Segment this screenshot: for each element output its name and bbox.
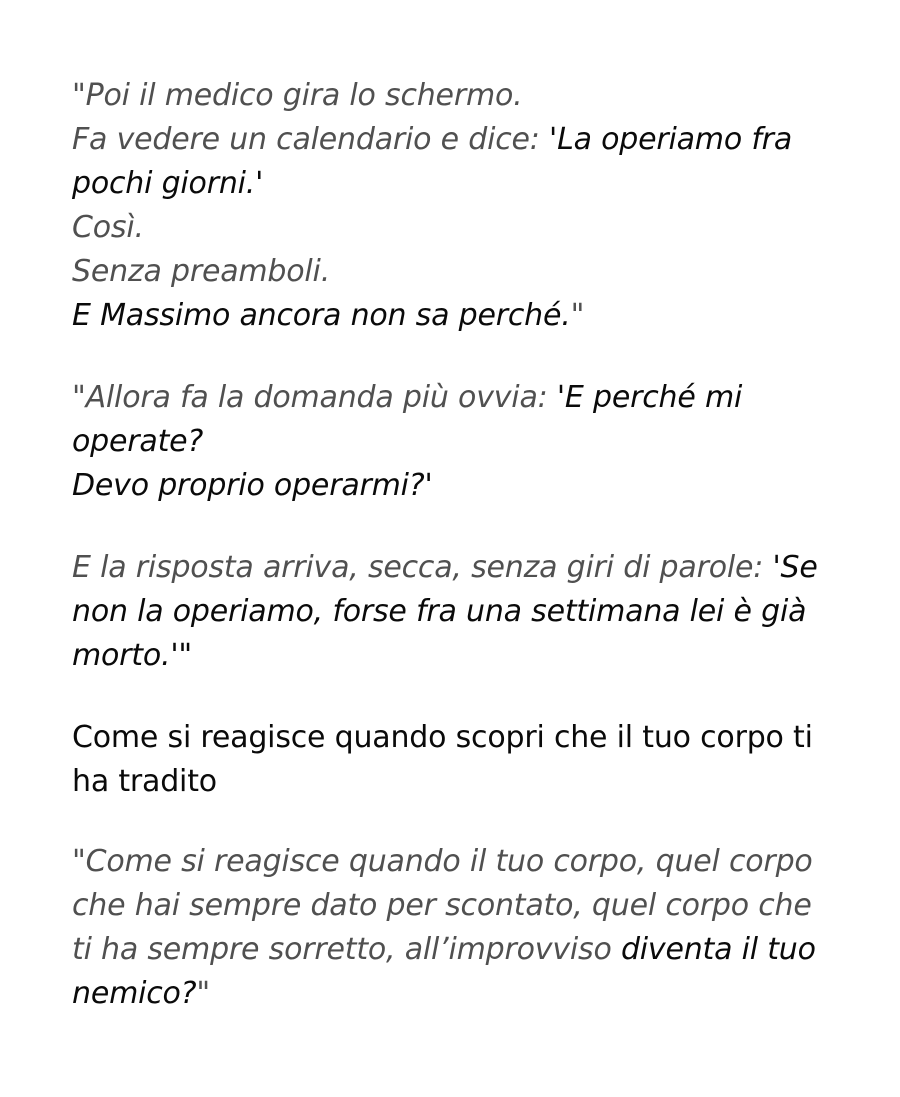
quote-narration: E la risposta arriva, secca, senza giri di parole: [72, 550, 773, 585]
quote-narration: " [570, 298, 585, 333]
text-line [72, 376, 832, 420]
article-body [72, 74, 832, 1054]
quote-speech: E Massimo ancora non sa perché. [72, 298, 571, 333]
quote-speech: operate? [72, 424, 204, 459]
quote-speech: Devo proprio operarmi?' [72, 468, 433, 503]
text-line [72, 74, 832, 118]
quote-speech: 'E perché mi [556, 380, 743, 415]
quote-narration: Senza preamboli. [72, 254, 331, 289]
text-line [72, 546, 832, 590]
section-heading [72, 716, 832, 804]
quote-narration: "Allora fa la domanda più ovvia: [72, 380, 557, 415]
text-line [72, 118, 832, 162]
text-line [72, 464, 832, 508]
quote-narration: che hai sempre dato per scontato, quel corpo che [72, 888, 812, 923]
text-line [72, 928, 832, 972]
paragraph-question [72, 376, 832, 508]
quote-narration: "Poi il medico gira lo schermo. [72, 78, 523, 113]
quote-narration: "Come si reagisce quando il tuo corpo, quel corpo [72, 844, 813, 879]
quote-narration: Fa vedere un calendario e dice: [72, 122, 550, 157]
quote-narration: ti ha sempre sorretto, all’improvviso [72, 932, 621, 967]
text-line [72, 972, 832, 1016]
paragraph-answer [72, 546, 832, 678]
quote-speech: pochi giorni.' [72, 166, 264, 201]
quote-speech: 'La operiamo fra [549, 122, 792, 157]
text-line [72, 250, 832, 294]
text-line [72, 634, 832, 678]
quote-speech: non la operiamo, forse fra una settimana lei è già [72, 594, 807, 629]
quote-speech: nemico? [72, 976, 197, 1011]
text-line [72, 884, 832, 928]
paragraph-closing [72, 840, 832, 1016]
text-line [72, 206, 832, 250]
heading-line: Come si reagisce quando scopri che il tuo corpo ti [72, 720, 813, 755]
text-line [72, 840, 832, 884]
quote-speech: 'Se [772, 550, 818, 585]
quote-narration: " [196, 976, 211, 1011]
text-line [72, 294, 832, 338]
paragraph-doctor-screen [72, 74, 832, 338]
text-line [72, 162, 832, 206]
text-line [72, 590, 832, 634]
heading-line: ha tradito [72, 764, 217, 799]
quote-speech: morto.'" [72, 638, 193, 673]
quote-narration: Così. [72, 210, 144, 245]
text-line [72, 420, 832, 464]
quote-speech: diventa il tuo [620, 932, 816, 967]
